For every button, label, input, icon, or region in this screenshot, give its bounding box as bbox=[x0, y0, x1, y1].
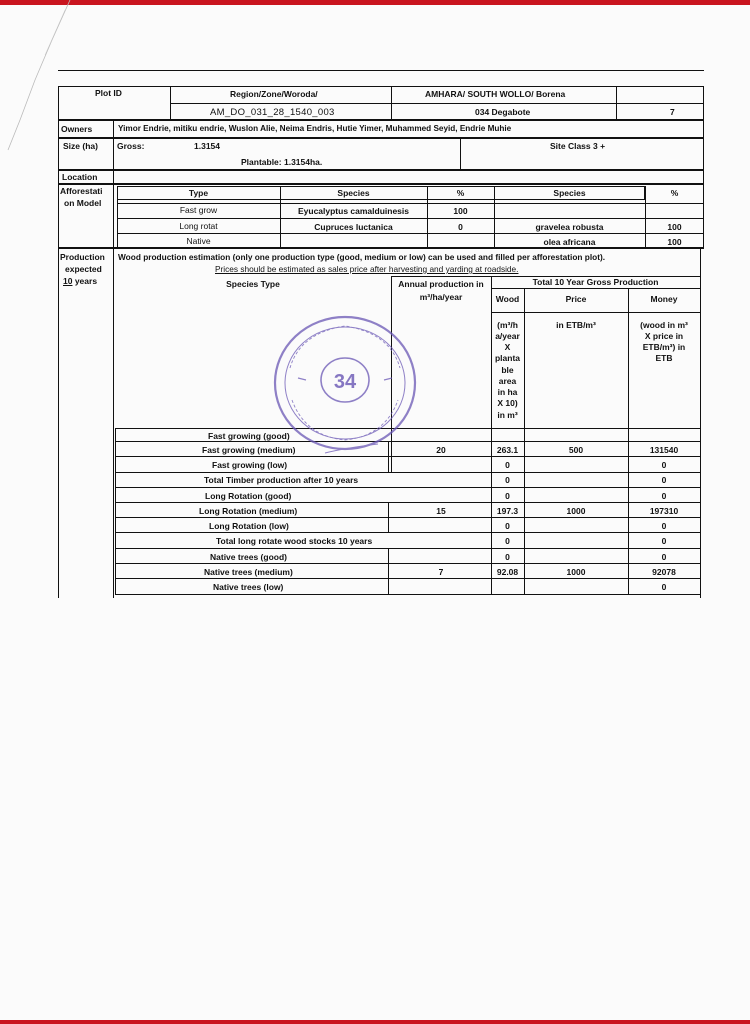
rule bbox=[115, 578, 700, 579]
prod-price: 1000 bbox=[566, 506, 586, 516]
aff-species-2: olea africana bbox=[543, 237, 596, 247]
rule bbox=[113, 138, 114, 170]
wood-unit-9: in m³ bbox=[497, 410, 518, 420]
prod-row-label: Native trees (good) bbox=[210, 552, 287, 562]
prod-money: 0 bbox=[661, 521, 667, 531]
rule bbox=[170, 103, 704, 104]
rule bbox=[113, 170, 114, 184]
wood-unit-3: X bbox=[504, 342, 511, 352]
prod-row-label: Long Rotation (low) bbox=[209, 521, 289, 531]
prod-money: 92078 bbox=[652, 567, 676, 577]
rule bbox=[113, 248, 114, 598]
col-price: Price bbox=[565, 294, 587, 304]
col-pct-2: % bbox=[670, 188, 679, 198]
location-box bbox=[58, 170, 704, 184]
col-annual-unit: m³/ha/year bbox=[419, 292, 463, 302]
prod-row-label: Total Timber production after 10 years bbox=[204, 475, 359, 485]
prod-price: 500 bbox=[568, 445, 584, 455]
rule bbox=[388, 502, 389, 532]
price-unit: in ETB/m³ bbox=[556, 320, 596, 330]
money-unit-4: ETB bbox=[655, 353, 673, 363]
rule bbox=[113, 120, 114, 138]
gross-label: Gross: bbox=[117, 141, 145, 151]
rule bbox=[491, 288, 700, 289]
rule bbox=[117, 218, 704, 219]
plot-id-label: Plot ID bbox=[95, 88, 122, 98]
rule bbox=[115, 487, 700, 488]
rule bbox=[115, 548, 700, 549]
prod-row-label: Fast growing (low) bbox=[212, 460, 288, 470]
prod-money: 0 bbox=[661, 460, 667, 470]
prod-wood: 0 bbox=[505, 491, 510, 501]
prod-wood: 197.3 bbox=[496, 506, 519, 516]
stamp-number: 34 bbox=[333, 371, 357, 393]
production-years-suffix: years bbox=[72, 276, 98, 286]
prod-price: 1000 bbox=[566, 567, 586, 577]
prod-wood: 0 bbox=[505, 460, 510, 470]
prod-annual: 15 bbox=[436, 506, 446, 516]
wood-unit-5: ble bbox=[501, 365, 514, 375]
prod-wood: 263.1 bbox=[496, 445, 519, 455]
rule bbox=[115, 594, 700, 595]
rule bbox=[115, 472, 700, 473]
prod-wood: 0 bbox=[505, 536, 510, 546]
rule bbox=[117, 203, 704, 204]
production-label-2: expected bbox=[65, 264, 102, 274]
aff-species-2: gravelea robusta bbox=[535, 222, 604, 232]
prod-money: 131540 bbox=[649, 445, 679, 455]
wood-unit-4: planta bbox=[494, 353, 521, 363]
prod-annual: 7 bbox=[438, 567, 444, 577]
col-species-type: Species Type bbox=[226, 279, 280, 289]
wood-unit-6: area bbox=[498, 376, 517, 386]
gross-value: 1.3154 bbox=[194, 141, 220, 151]
aff-species: Eyucalyptus camalduinesis bbox=[297, 206, 410, 216]
rule bbox=[700, 248, 701, 598]
prod-money: 197310 bbox=[649, 506, 679, 516]
production-label-3 bbox=[63, 276, 97, 286]
plot-id-value: AM_DO_031_28_1540_003 bbox=[210, 107, 335, 118]
col-species: Species bbox=[337, 188, 370, 198]
afforestation-label-1: Afforestati bbox=[60, 186, 103, 196]
owners-value: Yimor Endrie, mitiku endrie, Wuslon Alie, Neima Endris, Hutie Yimer, Muhammed Seyid, Endrie Muhie bbox=[118, 124, 512, 133]
wood-unit-2: a/year bbox=[495, 331, 520, 341]
prod-row-label: Native trees (medium) bbox=[204, 567, 293, 577]
prod-wood: 0 bbox=[505, 475, 510, 485]
rule bbox=[115, 502, 700, 503]
prod-wood: 92.08 bbox=[496, 567, 519, 577]
official-stamp bbox=[270, 308, 420, 458]
prod-row-label: Native trees (low) bbox=[213, 582, 284, 592]
col-type: Type bbox=[188, 188, 209, 198]
prod-money: 0 bbox=[661, 536, 667, 546]
col-species-2: Species bbox=[553, 188, 586, 198]
owners-label: Owners bbox=[61, 124, 93, 134]
rule bbox=[115, 563, 700, 564]
rule bbox=[58, 248, 704, 249]
money-unit-1: (wood in m³ bbox=[640, 320, 688, 330]
production-note-1: Wood production estimation (only one production type (good, medium or low) can be used and filled per afforestation plot). bbox=[118, 252, 606, 262]
production-years-number: 10 bbox=[63, 276, 73, 286]
size-label: Size (ha) bbox=[63, 141, 98, 151]
aff-pct: 0 bbox=[458, 222, 463, 232]
prod-row-label: Fast growing (medium) bbox=[202, 445, 296, 455]
col-wood: Wood bbox=[495, 294, 520, 304]
prod-money: 0 bbox=[661, 552, 667, 562]
rule bbox=[58, 70, 704, 71]
plot-number: 7 bbox=[670, 107, 675, 117]
prod-money: 0 bbox=[661, 582, 667, 592]
production-label-1: Production bbox=[60, 252, 105, 262]
aff-type: Native bbox=[186, 236, 211, 246]
money-unit-3: ETB/m³) in bbox=[642, 342, 686, 352]
rule bbox=[115, 532, 700, 533]
production-note-2: Prices should be estimated as sales price after harvesting and yarding at roadside. bbox=[215, 264, 519, 274]
rule bbox=[58, 248, 59, 598]
money-unit-2: X price in bbox=[644, 331, 684, 341]
aff-pct-2: 100 bbox=[667, 237, 682, 247]
prod-row-label: Long Rotation (medium) bbox=[199, 506, 298, 516]
kebele-value: 034 Degabote bbox=[475, 107, 531, 117]
region-label: Region/Zone/Woroda/ bbox=[230, 89, 318, 99]
prod-wood: 0 bbox=[505, 552, 510, 562]
col-annual: Annual production in bbox=[398, 279, 484, 289]
aff-type: Long rotat bbox=[179, 221, 218, 231]
col-total: Total 10 Year Gross Production bbox=[532, 277, 659, 287]
rule bbox=[460, 138, 461, 170]
wood-unit-7: in ha bbox=[497, 387, 518, 397]
region-value: AMHARA/ SOUTH WOLLO/ Borena bbox=[425, 89, 566, 99]
prod-money: 0 bbox=[661, 475, 667, 485]
aff-type: Fast grow bbox=[179, 205, 218, 215]
prod-row-label: Long Rotation (good) bbox=[205, 491, 292, 501]
prod-row-label: Fast growing (good) bbox=[208, 431, 290, 441]
col-money: Money bbox=[650, 294, 678, 304]
plantable-value: Plantable: 1.3154ha. bbox=[241, 157, 323, 167]
rule bbox=[115, 428, 116, 594]
wood-unit-1: (m³/h bbox=[497, 320, 518, 330]
aff-pct-2: 100 bbox=[667, 222, 682, 232]
prod-annual: 20 bbox=[436, 445, 446, 455]
prod-wood: 0 bbox=[505, 521, 510, 531]
site-class: Site Class 3 + bbox=[550, 141, 606, 151]
rule bbox=[117, 233, 704, 234]
rule bbox=[115, 517, 700, 518]
prod-row-label: Total long rotate wood stocks 10 years bbox=[216, 536, 373, 546]
page-top-edge bbox=[0, 0, 750, 5]
col-pct: % bbox=[456, 188, 465, 198]
page-bottom-edge bbox=[0, 1020, 750, 1024]
rule bbox=[491, 312, 700, 313]
location-label: Location bbox=[62, 172, 98, 182]
aff-species: Cupruces luctanica bbox=[314, 222, 393, 232]
prod-money: 0 bbox=[661, 491, 667, 501]
size-box bbox=[58, 138, 704, 170]
aff-pct: 100 bbox=[453, 206, 468, 216]
rule bbox=[113, 184, 114, 248]
wood-unit-8: X 10) bbox=[497, 398, 518, 408]
afforestation-label-2: on Model bbox=[64, 198, 102, 208]
rule bbox=[388, 548, 389, 594]
